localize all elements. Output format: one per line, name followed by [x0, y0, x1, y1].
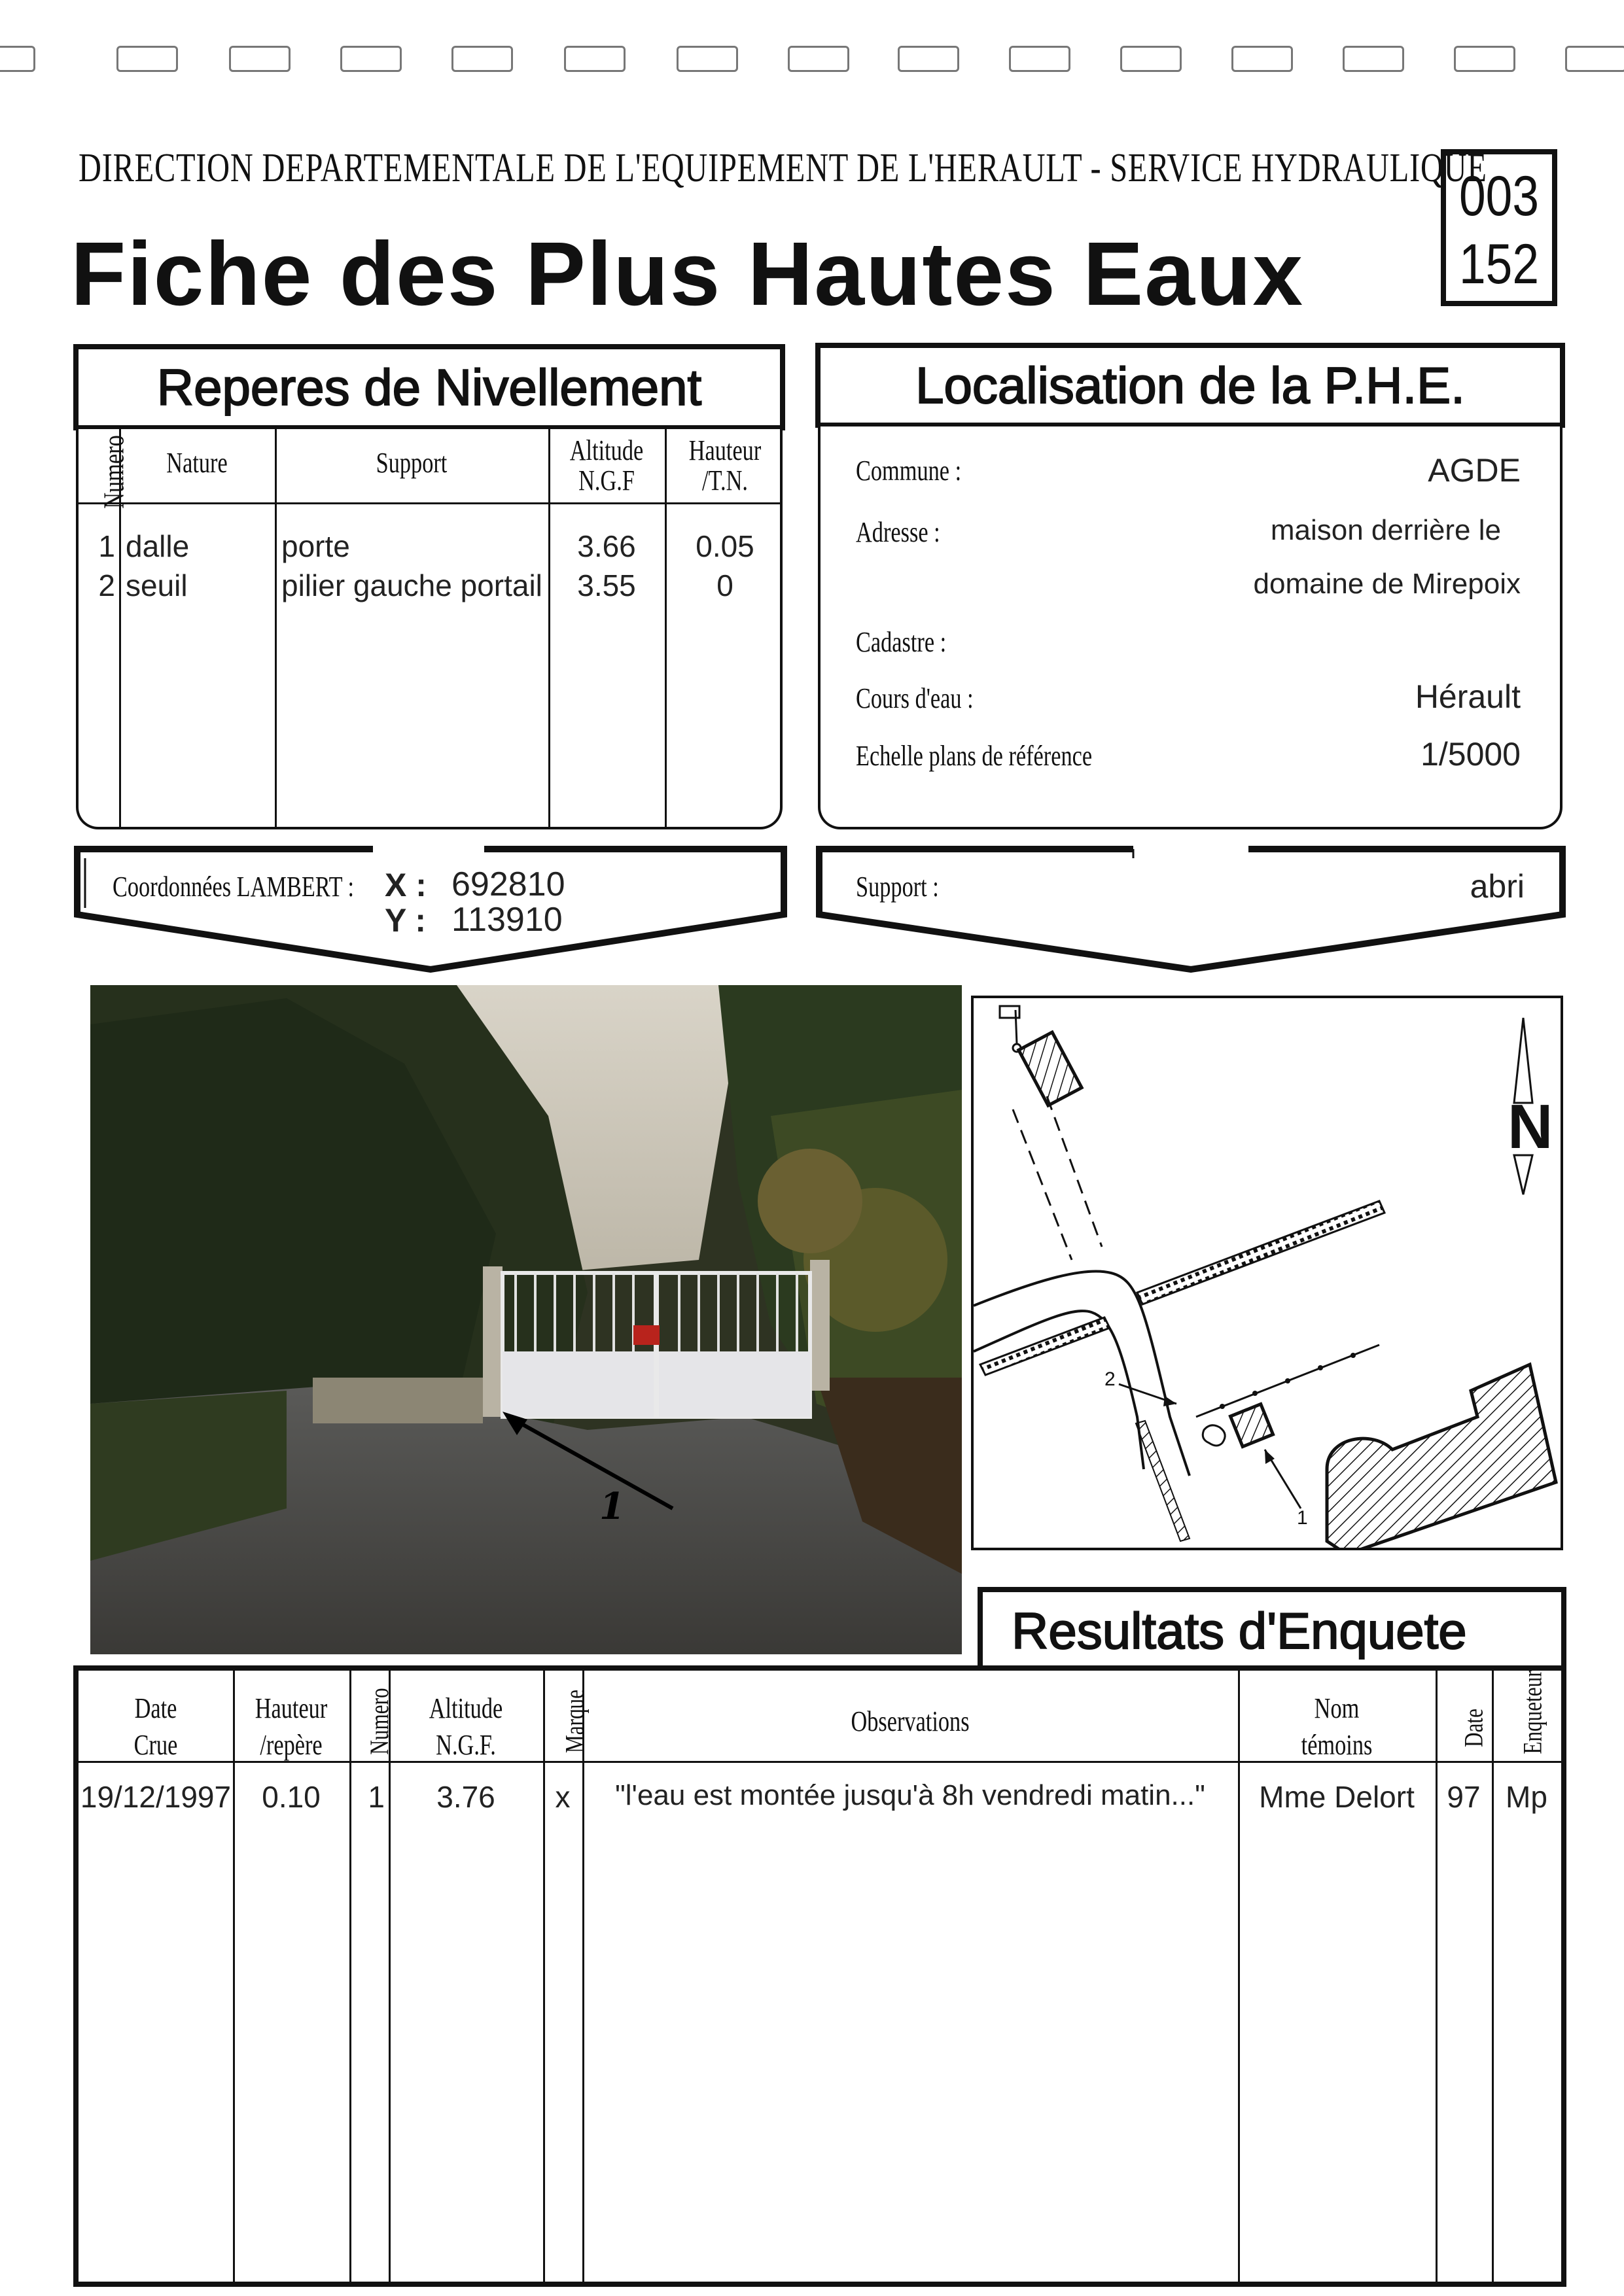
col-numero: Numero — [97, 435, 130, 509]
resultats-row-1-nom: Mme Delort — [1259, 1780, 1415, 1814]
binder-hole — [0, 46, 35, 72]
cadastre-label: Cadastre : — [856, 626, 947, 658]
binder-hole — [1231, 46, 1293, 72]
lambert-y-value: 113910 — [451, 901, 563, 939]
binder-hole — [788, 46, 849, 72]
binder-hole — [229, 46, 291, 72]
commune-label: Commune : — [856, 455, 962, 487]
reperes-row-1-hauteur: 0.05 — [696, 529, 754, 563]
col-hauteur: Hauteur /T.N. — [688, 434, 762, 496]
reperes-row-2-hauteur: 0 — [716, 568, 733, 602]
adresse-label: Adresse : — [856, 516, 940, 548]
resultats-row-1-altitude: 3.76 — [436, 1780, 495, 1814]
col-nom-temoins: Nom témoins — [1301, 1692, 1373, 1761]
reperes-table — [76, 429, 783, 829]
north-indicator: N — [1508, 1092, 1553, 1162]
resultats-row-1-marque: x — [555, 1780, 571, 1814]
reperes-row-1-altitude: 3.66 — [577, 529, 636, 563]
commune-value: AGDE — [1428, 452, 1521, 489]
lambert-x-label: X : — [385, 867, 427, 903]
echelle-value: 1/5000 — [1421, 736, 1521, 773]
resultats-row-1-date-enquete: 97 — [1447, 1780, 1481, 1814]
binder-hole — [451, 46, 513, 72]
col-nature: Nature — [166, 447, 228, 479]
col-altitude: Altitude N.G.F — [569, 434, 644, 496]
reperes-row-1-nature: dalle — [126, 529, 190, 563]
reperes-title: Reperes de Nivellement — [73, 344, 785, 430]
resultats-row-1-date: 19/12/1997 — [80, 1780, 232, 1814]
col-support: Support — [376, 447, 448, 479]
localisation-title: Localisation de la P.H.E. — [815, 343, 1565, 428]
support-label: Support : — [856, 871, 939, 903]
col-date-crue: Date Crue — [133, 1692, 178, 1761]
resultats-title: Resultats d'Enquete — [978, 1587, 1566, 1675]
reperes-row-2-numero: 2 — [98, 568, 115, 602]
binder-hole — [1120, 46, 1182, 72]
adresse-line-2: domaine de Mirepoix — [1253, 568, 1521, 600]
lambert-x-value: 692810 — [451, 865, 565, 903]
department-header: DIRECTION DEPARTEMENTALE DE L'EQUIPEMENT DE L'HERAULT - SERVICE HYDRAULIQUE — [79, 146, 1487, 190]
resultats-table — [73, 1665, 1566, 2287]
site-photo-illustration — [90, 985, 962, 1654]
resultats-row-1-numero: 1 — [368, 1780, 385, 1814]
reperes-row-1-support: porte — [281, 529, 350, 563]
binder-hole — [1565, 46, 1624, 72]
binder-hole — [340, 46, 402, 72]
page-title: Fiche des Plus Hautes Eaux — [71, 224, 1305, 324]
col-observations: Observations — [851, 1705, 970, 1737]
col-marque-rotated: Marque — [559, 1689, 590, 1754]
col-numero-rotated: Numero — [364, 1688, 395, 1755]
cours-eau-label: Cours d'eau : — [856, 682, 974, 714]
support-value: abri — [1470, 868, 1525, 905]
photo-marker-label: 1 — [599, 1485, 625, 1528]
binder-hole — [898, 46, 959, 72]
resultats-row-1-observations: "l'eau est montée jusqu'à 8h vendredi matin..." — [615, 1779, 1205, 1811]
location-map-drawing — [974, 998, 1561, 1548]
lambert-frame — [72, 844, 789, 975]
resultats-row-1-enqueteur: Mp — [1506, 1780, 1547, 1814]
sheet-code-box — [1441, 149, 1557, 306]
reperes-row-2-altitude: 3.55 — [577, 568, 636, 602]
binder-hole — [116, 46, 178, 72]
resultats-row-1-hauteur: 0.10 — [262, 1780, 321, 1814]
sheet-code-top: 003 — [1459, 165, 1539, 228]
binder-holes — [0, 46, 1624, 72]
binder-hole — [564, 46, 626, 72]
site-photo — [90, 985, 962, 1654]
col-hauteur-repere: Hauteur /repère — [255, 1692, 328, 1761]
binder-hole — [1454, 46, 1515, 72]
location-map — [971, 996, 1563, 1550]
lambert-y-label: Y : — [385, 902, 426, 939]
binder-hole — [1343, 46, 1404, 72]
reperes-row-1-numero: 1 — [98, 529, 115, 563]
col-enqueteur-rotated: Enqueteur — [1517, 1670, 1547, 1754]
reperes-row-2-nature: seuil — [126, 568, 188, 602]
cours-eau-value: Hérault — [1415, 678, 1521, 715]
lambert-label: Coordonnées LAMBERT : — [113, 871, 355, 903]
support-frame — [814, 844, 1568, 975]
localisation-panel — [818, 426, 1562, 829]
binder-hole — [677, 46, 738, 72]
col-date-enquete-rotated: Date — [1458, 1709, 1489, 1747]
adresse-line-1: maison derrière le — [1270, 514, 1501, 546]
reperes-row-2-support: pilier gauche portail — [281, 568, 542, 602]
sheet-code-bottom: 152 — [1459, 233, 1539, 296]
map-label-1: 1 — [1297, 1507, 1308, 1529]
map-label-2: 2 — [1104, 1368, 1116, 1390]
col-altitude-ngf: Altitude N.G.F. — [429, 1692, 503, 1761]
binder-hole — [1009, 46, 1070, 72]
echelle-label: Echelle plans de référence — [856, 740, 1093, 772]
